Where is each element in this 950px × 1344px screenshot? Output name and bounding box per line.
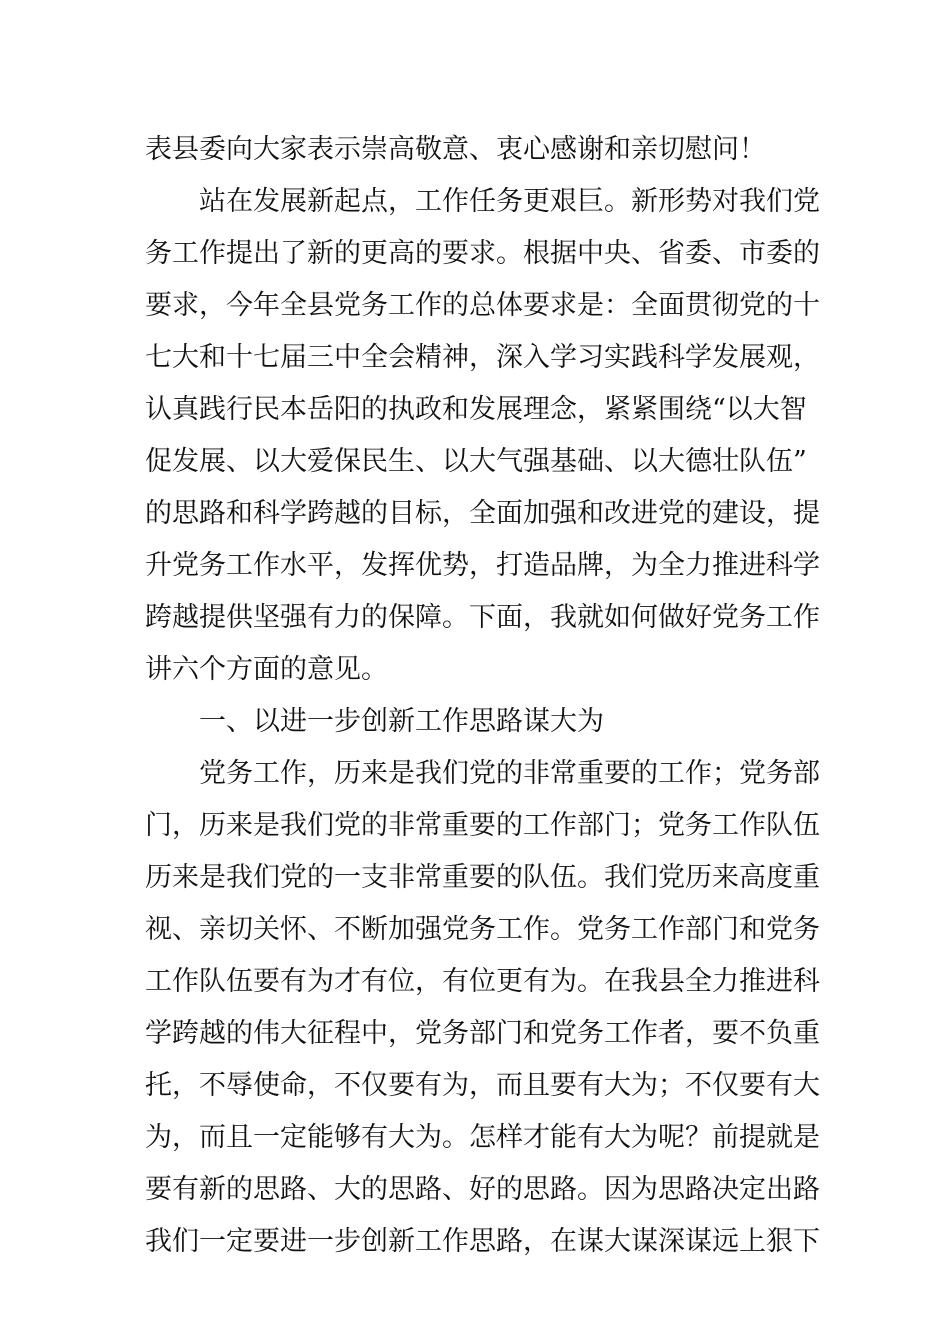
- paragraph-line: 跨越提供坚强有力的保障。下面，我就如何做好党务工作: [145, 602, 820, 633]
- paragraph-line: 七大和十七届三中全会精神，深入学习实践科学发展观，: [145, 342, 820, 373]
- paragraph-line: 促发展、以大爱保民生、以大气强基础、以大德壮队伍”: [145, 446, 807, 477]
- paragraph-line: 党务工作，历来是我们党的非常重要的工作；党务部: [199, 758, 820, 789]
- paragraph-line: 工作队伍要有为才有位，有位更有为。在我县全力推进科: [145, 966, 820, 997]
- section-heading: 一、以进一步创新工作思路谋大为: [199, 706, 604, 737]
- paragraph-line: 表县委向大家表示崇高敬意、衷心感谢和亲切慰问！: [145, 134, 766, 165]
- paragraph-line: 务工作提出了新的更高的要求。根据中央、省委、市委的: [145, 238, 820, 269]
- paragraph-line: 学跨越的伟大征程中，党务部门和党务工作者，要不负重: [145, 1018, 820, 1049]
- paragraph-line: 要求，今年全县党务工作的总体要求是：全面贯彻党的十: [145, 290, 820, 321]
- paragraph-line: 门，历来是我们党的非常重要的工作部门；党务工作队伍: [145, 810, 820, 841]
- paragraph-line: 升党务工作水平，发挥优势，打造品牌，为全力推进科学: [145, 550, 820, 581]
- paragraph-line: 认真践行民本岳阳的执政和发展理念，紧紧围绕“以大智: [145, 394, 807, 425]
- paragraph-line: 托，不辱使命，不仅要有为，而且要有大为；不仅要有大: [145, 1070, 820, 1101]
- paragraph-line: 要有新的思路、大的思路、好的思路。因为思路决定出路: [145, 1174, 820, 1205]
- paragraph-line: 的思路和科学跨越的目标，全面加强和改进党的建设，提: [145, 498, 820, 529]
- paragraph-line: 我们一定要进一步创新工作思路，在谋大谋深谋远上狠下: [145, 1226, 820, 1257]
- paragraph-line: 视、亲切关怀、不断加强党务工作。党务工作部门和党务: [145, 914, 820, 945]
- paragraph-line: 讲六个方面的意见。: [145, 654, 388, 685]
- paragraph-line: 历来是我们党的一支非常重要的队伍。我们党历来高度重: [145, 862, 820, 893]
- paragraph-line: 站在发展新起点，工作任务更艰巨。新形势对我们党: [199, 186, 820, 217]
- document-body: [145, 124, 820, 1268]
- paragraph-line: 为，而且一定能够有大为。怎样才能有大为呢？前提就是: [145, 1122, 820, 1153]
